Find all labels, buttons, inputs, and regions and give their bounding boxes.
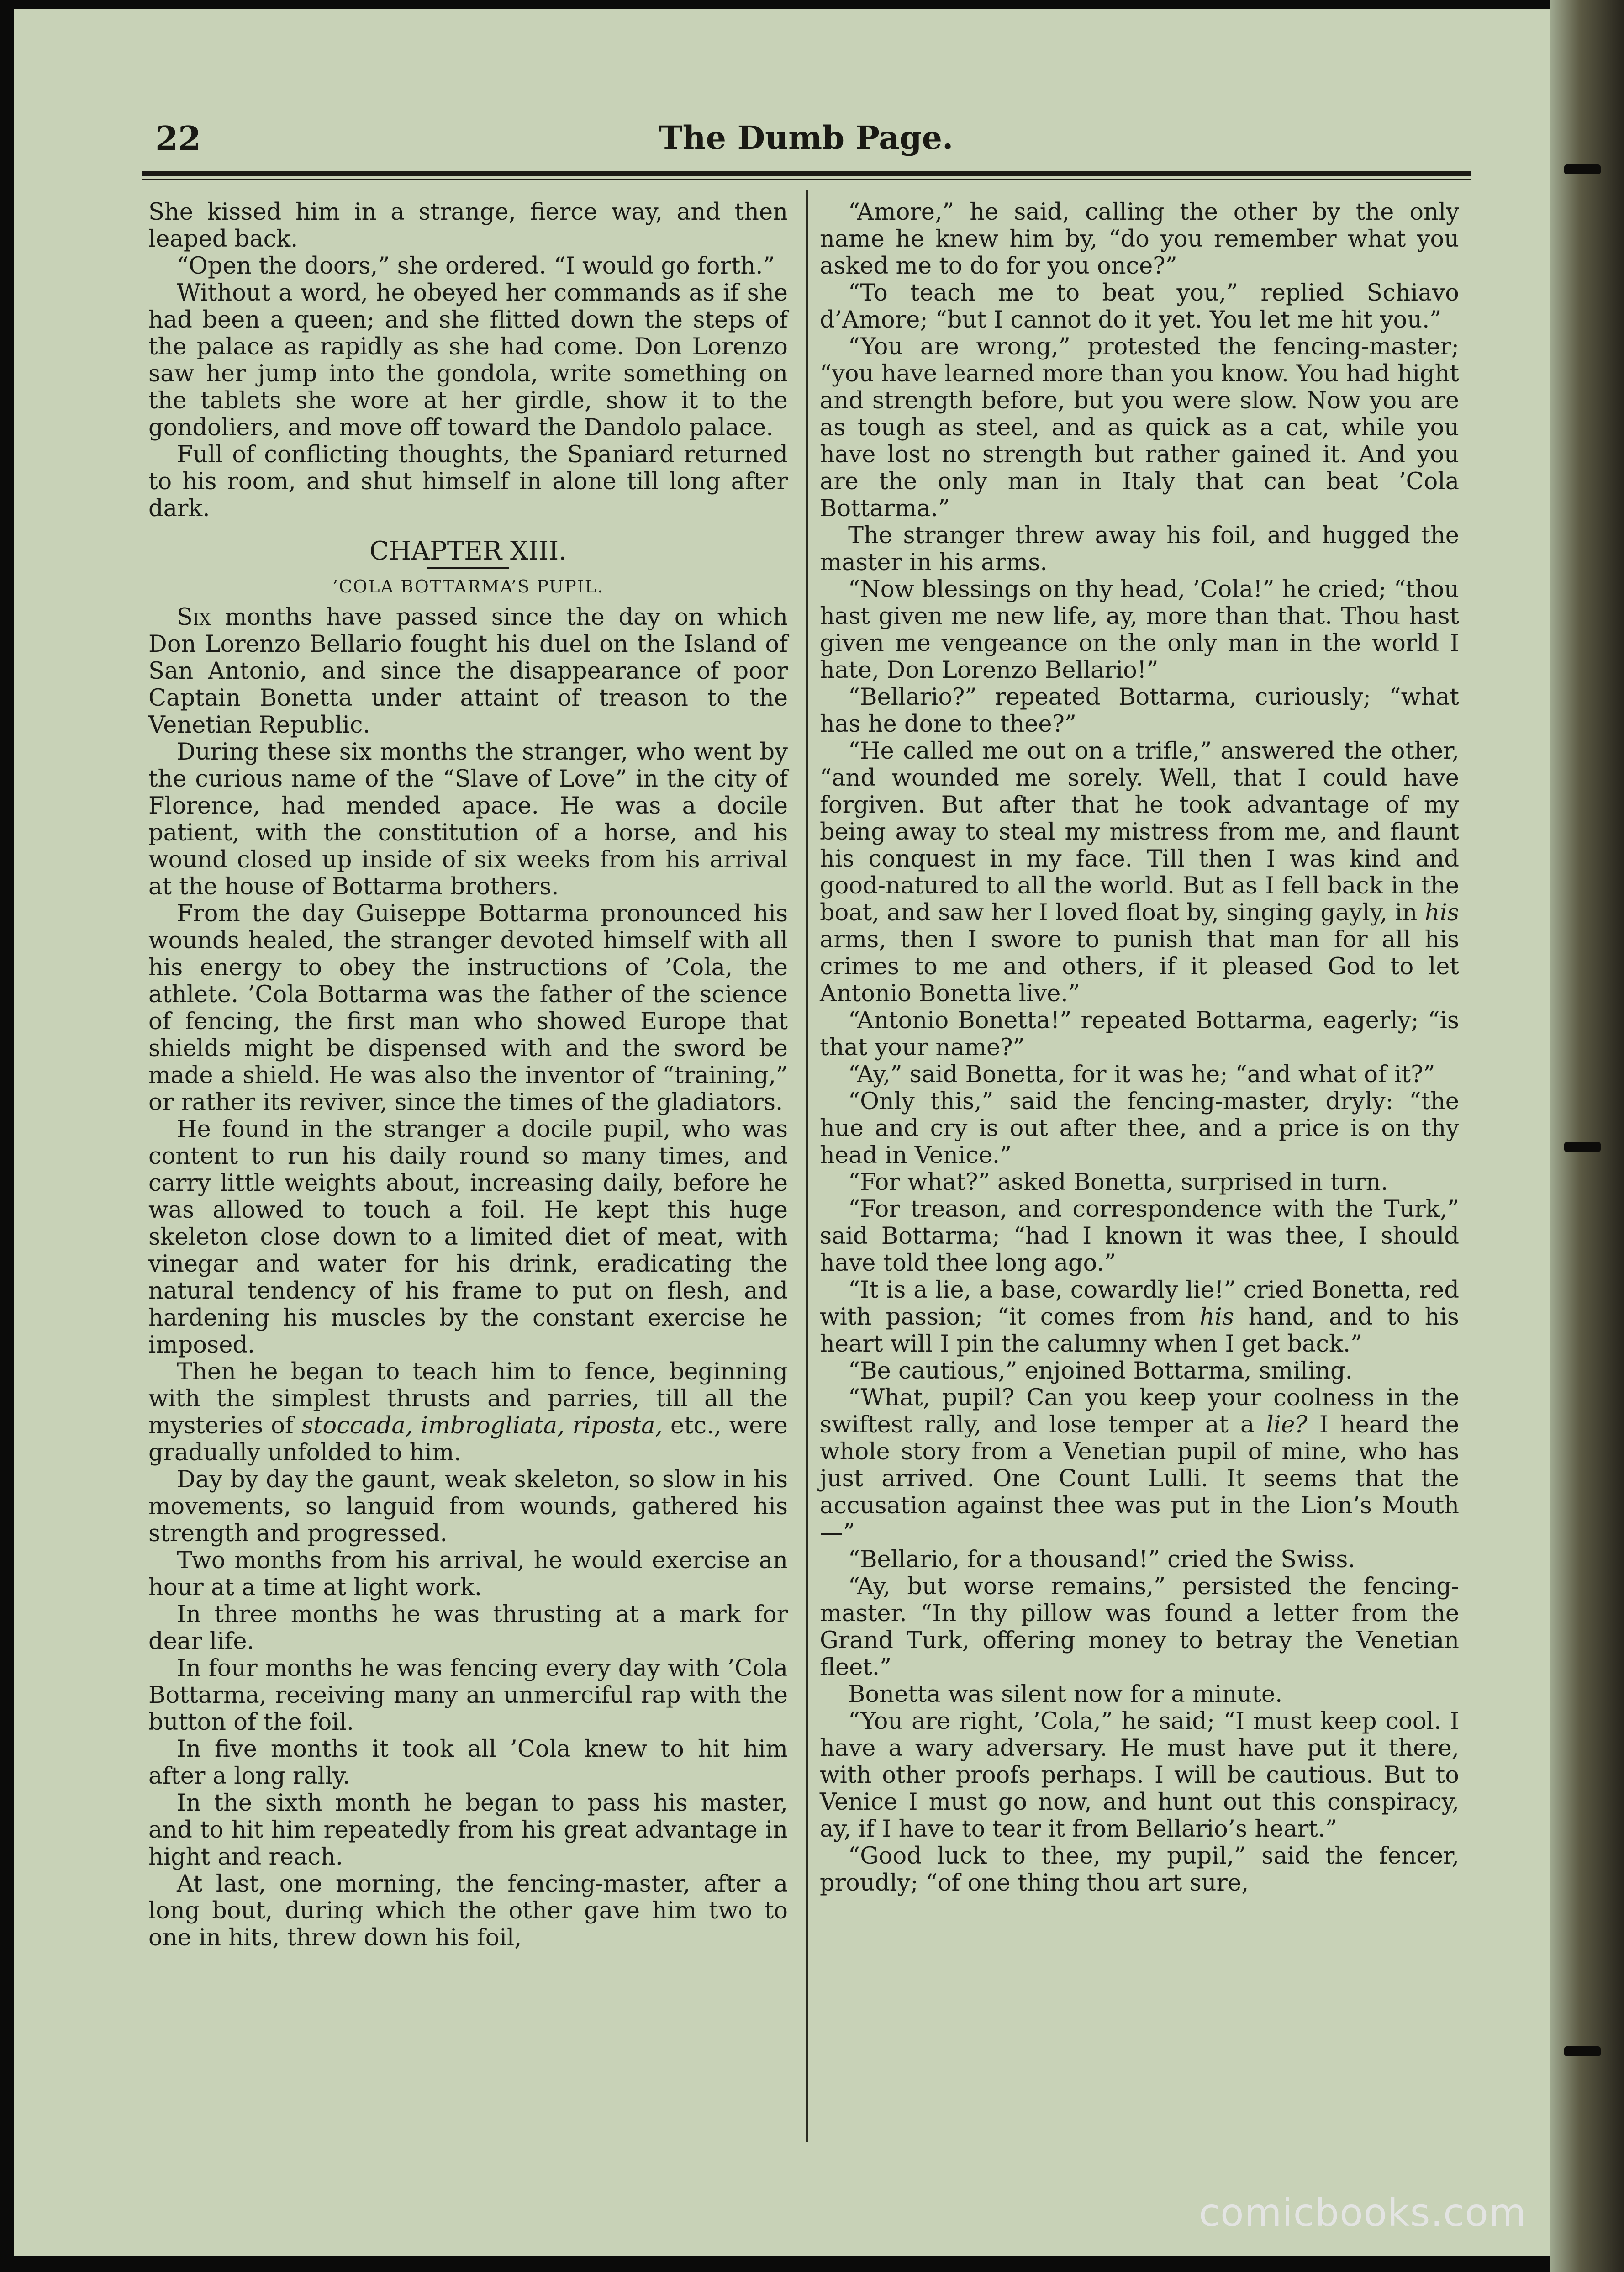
header-rule (142, 171, 1471, 176)
paragraph: Full of conflicting thoughts, the Spaniard returned to his room, and shut himself in alone till long after dark. (148, 441, 788, 522)
staple-mark (1564, 2046, 1601, 2056)
paragraph-text: “He called me out on a trifle,” answered the other, “and wounded me sorely. Well, that I could have forgiven. But after that he took advantage of my being away to steal my mistress from me, and flaunt his conquest in my face. Till then I was kind and good-natured to all the world. But as I fell back in the boat, and saw her I loved float by, singing gayly, in (820, 738, 1459, 926)
paragraph (820, 1384, 1459, 1546)
opening-word: Six (177, 604, 211, 631)
binding-edge (1550, 0, 1624, 2272)
italic-text: his (1199, 1304, 1234, 1331)
italic-text: stoccada, imbrogliata, riposta, (301, 1412, 663, 1439)
paragraph: “For what?” asked Bonetta, surprised in turn. (848, 1169, 1388, 1196)
paragraph-text: months have passed since the day on which Don Lorenzo Bellario fought his duel on the Island of San Antonio, and since the disappearance of poor Captain Bonetta under attaint of treason to the Venetian Republic. (148, 604, 788, 739)
paragraph: In three months he was thrusting at a mark for dear life. (148, 1601, 788, 1655)
paragraph: “For treason, and correspondence with the Turk,” said Bottarma; “had I known it was thee, I should have told thee long ago.” (820, 1196, 1459, 1277)
header-rule-thin (142, 179, 1471, 180)
chapter-title: CHAPTER XIII. (369, 536, 567, 566)
paragraph: “You are right, ’Cola,” he said; “I must keep cool. I have a wary adversary. He must have put it there, with other proofs perhaps. I will be cautious. But to Venice I must go now, and hunt out this conspiracy, ay, if I have to tear it from Bellario’s heart.” (820, 1708, 1459, 1843)
paragraph (148, 604, 788, 739)
paragraph: Without a word, he obeyed her commands as if she had been a queen; and she flitted down the steps of the palace as rapidly as she had come. Don Lorenzo saw her jump into the gondola, write something on the tablets she wore at her girdle, show it to the gondoliers, and move off toward the Dandolo palace. (148, 280, 788, 441)
paragraph (148, 1358, 788, 1466)
paragraph: At last, one morning, the fencing-master, after a long bout, during which the other gave him two to one in hits, threw down his foil, (148, 1870, 788, 1951)
paragraph: Bonetta was silent now for a minute. (848, 1681, 1283, 1708)
paragraph: “Antonio Bonetta!” repeated Bottarma, eagerly; “is that your name?” (820, 1007, 1459, 1061)
paragraph: “Be cautious,” enjoined Bottarma, smiling. (848, 1358, 1353, 1384)
paragraph: From the day Guiseppe Bottarma pronounced his wounds healed, the stranger devoted himself with all his energy to obey the instructions of ’Cola, the athlete. ’Cola Bottarma was the father of the science of fencing, the first man who showed Europe that shields might be dispensed with and the sword be made a shield. He was also the inventor of “training,” or rather its reviver, since the times of the gladiators. (148, 900, 788, 1116)
paragraph (820, 738, 1459, 1007)
paragraph-text: “It is a lie, a base, cowardly lie!” cried Bonetta, red with passion; “it comes from (820, 1277, 1459, 1331)
watermark: comicbooks.com (1199, 2190, 1527, 2235)
paragraph: “You are wrong,” protested the fencing-master; “you have learned more than you know. You had hight and strength before, but you were slow. Now you are as tough as steel, and as quick as a cat, while you have lost no strength but rather gained it. And you are the only man in Italy that can beat ’Cola Bottarma.” (820, 333, 1459, 522)
paragraph-text: arms, then I swore to punish that man for all his crimes to me and others, if it pleased God to let Antonio Bonetta live.” (820, 926, 1459, 1007)
chapter-subtitle: ’COLA BOTTARMA’S PUPIL. (148, 567, 788, 600)
paragraph: She kissed him in a strange, fierce way, and then leaped back. (148, 199, 788, 253)
paragraph-text: hand, and to his heart will I pin the calumny when I get back.” (820, 1304, 1459, 1358)
paragraph: “Ay, but worse remains,” persisted the fencing-master. “In thy pillow was found a letter from the Grand Turk, offering money to betray the Venetian fleet.” (820, 1573, 1459, 1681)
italic-text: his (1424, 899, 1459, 926)
italic-text: lie? (1266, 1411, 1308, 1438)
paragraph-text: Then he began to teach him to fence, beginning with the simplest thrusts and parries, till all the mysteries of (148, 1358, 788, 1439)
running-title: The Dumb Page. (659, 119, 954, 157)
paragraph: “Now blessings on thy head, ’Cola!” he cried; “thou hast given me new life, ay, more than that. Thou hast given me vengeance on the only man in the world I hate, Don Lorenzo Bellario!” (820, 576, 1459, 684)
paragraph: The stranger threw away his foil, and hugged the master in his arms. (820, 522, 1459, 576)
paragraph: In four months he was fencing every day with ’Cola Bottarma, receiving many an unmerciful rap with the button of the foil. (148, 1655, 788, 1736)
paragraph (820, 1277, 1459, 1358)
page-header (142, 112, 1471, 167)
paragraph: “Amore,” he said, calling the other by the only name he knew him by, “do you remember what you asked me to do for you once?” (820, 199, 1459, 280)
column-divider (806, 190, 808, 2142)
paragraph: In the sixth month he began to pass his master, and to hit him repeatedly from his great advantage in hight and reach. (148, 1790, 788, 1870)
paragraph: “To teach me to beat you,” replied Schiavo d’Amore; “but I cannot do it yet. You let me hit you.” (820, 280, 1459, 333)
paragraph: In five months it took all ’Cola knew to hit him after a long rally. (148, 1736, 788, 1790)
paragraph: “Bellario, for a thousand!” cried the Swiss. (848, 1546, 1355, 1573)
paragraph-text: etc., were gradually unfolded to him. (148, 1412, 788, 1466)
right-column (820, 199, 1459, 1897)
paragraph-text: “What, pupil? Can you keep your coolness in the swiftest rally, and lose temper at a (820, 1384, 1459, 1438)
paragraph: “Ay,” said Bonetta, for it was he; “and what of it?” (848, 1061, 1435, 1088)
paragraph: “Bellario?” repeated Bottarma, curiously; “what has he done to thee?” (820, 684, 1459, 738)
paragraph: “Good luck to thee, my pupil,” said the fencer, proudly; “of one thing thou art sure, (820, 1843, 1459, 1897)
page-number: 22 (155, 119, 201, 158)
paragraph-text: I heard the whole story from a Venetian pupil of mine, who has just arrived. One Count Lulli. It seems that the accusation against thee was put in the Lion’s Mouth—” (820, 1411, 1459, 1546)
paragraph: “Only this,” said the fencing-master, dryly: “the hue and cry is out after thee, and a price is on thy head in Venice.” (820, 1088, 1459, 1169)
paragraph: He found in the stranger a docile pupil, who was content to run his daily round so many times, and carry little weights about, increasing daily, before he was allowed to touch a foil. He kept this huge skeleton close down to a limited diet of meat, with vinegar and water for his drink, eradicating the natural tendency of his frame to put on flesh, and hardening his muscles by the constant exercise he imposed. (148, 1116, 788, 1358)
staple-mark (1564, 1142, 1601, 1152)
paragraph: During these six months the stranger, who went by the curious name of the “Slave of Love” in the city of Florence, had mended apace. He was a docile patient, with the constitution of a horse, and his wound closed up inside of six weeks from his arrival at the house of Bottarma brothers. (148, 739, 788, 900)
page (14, 9, 1578, 2256)
paragraph: Two months from his arrival, he would exercise an hour at a time at light work. (148, 1547, 788, 1601)
paragraph: Day by day the gaunt, weak skeleton, so slow in his movements, so languid from wounds, gathered his strength and progressed. (148, 1466, 788, 1547)
left-column (148, 199, 788, 1951)
paragraph: “Open the doors,” she ordered. “I would go forth.” (177, 253, 775, 280)
staple-mark (1564, 164, 1601, 174)
